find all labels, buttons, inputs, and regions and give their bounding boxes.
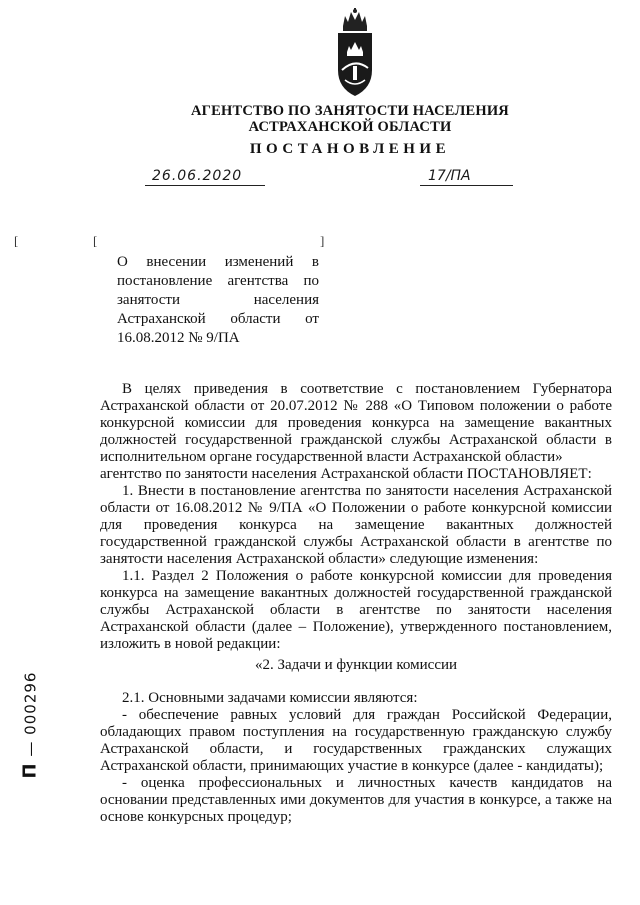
date-underline: [145, 185, 265, 186]
corner-mark-left: [: [14, 233, 19, 248]
registration-stamp: П — 000296: [19, 671, 41, 779]
document-number: 17/ПА: [428, 168, 471, 184]
stamp-number: 000296: [21, 671, 40, 735]
paragraph: В целях приведения в соответствие с постановлением Губернатора Астраханской области от 20.07.2012 № 288 «О Типовом положении о работе конкурсной комиссии для проведения конкурса на замещение вакантных должностей государственной гражданской службы Астраханской области в исполнительном органе государственной власти Астраханской области»: [100, 381, 612, 465]
paragraph: 1. Внести в постановление агентства по занятости населения Астраханской области от 16.08.2012 № 9/ПА «О Положении о работе конкурсной комиссии для проведения конкурса на замещение вакантных должностей государственной гражданской службы Астраханской области в агентстве по занятости населения Астраханской области» следующие изменения:: [100, 483, 612, 567]
paragraph: 1.1. Раздел 2 Положения о работе конкурсной комиссии для проведения конкурса на замещение вакантных должностей государственной гражданской службы Астраханской области в агентстве по занятости населения Астраханской области (далее – Положение), утвержденного постановлением, изложить в новой редакции:: [100, 568, 612, 652]
organization-name-line1: АГЕНТСТВО ПО ЗАНЯТОСТИ НАСЕЛЕНИЯ: [191, 103, 509, 119]
document-subject: О внесении изменений в постановление агентства по занятости населения Астраханской области от 16.08.2012 № 9/ПА: [117, 254, 319, 346]
stamp-prefix: П: [19, 762, 41, 779]
list-item: - оценка профессиональных и личностных качеств кандидатов на основании представленных ими документов для участия в конкурсе, а также на основе конкурсных процедур;: [100, 775, 612, 825]
paragraph: агентство по занятости населения Астраханской области ПОСТАНОВЛЯЕТ:: [100, 466, 592, 482]
paragraph: 2.1. Основными задачами комиссии являются:: [122, 690, 418, 706]
corner-mark-subject-right: ]: [320, 233, 325, 248]
coat-of-arms-emblem: [330, 8, 380, 100]
number-underline: [420, 185, 513, 186]
document-title: ПОСТАНОВЛЕНИЕ: [249, 141, 451, 157]
corner-mark-subject-left: [: [93, 233, 98, 248]
section-heading: «2. Задачи и функции комиссии: [254, 657, 458, 673]
document-body: [100, 381, 612, 826]
organization-name-line2: АСТРАХАНСКОЙ ОБЛАСТИ: [248, 119, 452, 135]
list-item: - обеспечение равных условий для граждан Российской Федерации, обладающих правом поступления на государственную гражданскую службу Астраханской области, и государственных гражданских служащих Астраханской области, принимающих участие в конкурсе (далее - кандидаты);: [100, 707, 612, 774]
document-date: 26.06.2020: [152, 168, 243, 184]
